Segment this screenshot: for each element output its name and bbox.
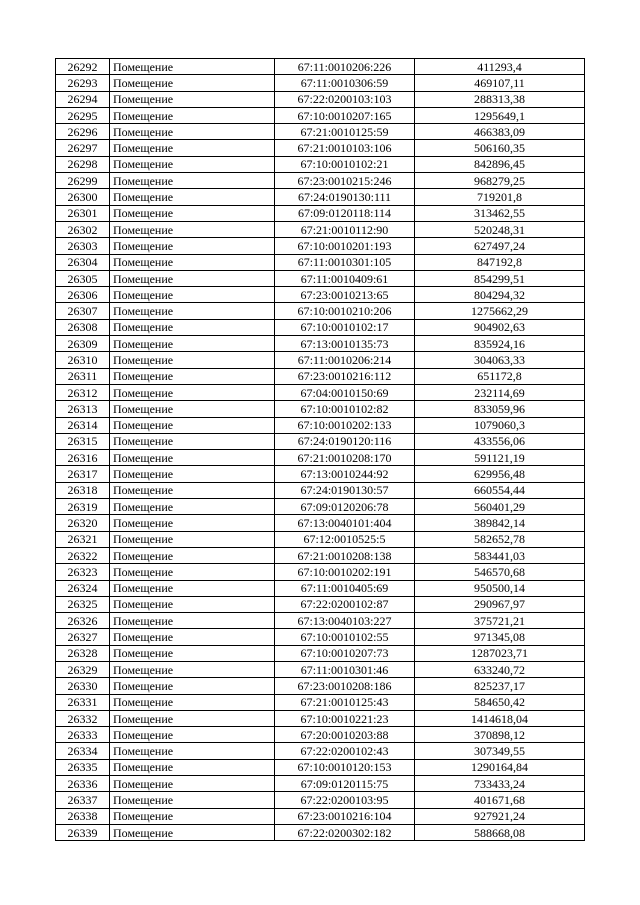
cadastral-value-cell: 804294,32 — [415, 287, 585, 303]
cadastral-value-table — [55, 58, 585, 841]
table-row — [56, 596, 585, 612]
table-row — [56, 727, 585, 743]
cadastral-number-cell: 67:10:0010120:153 — [275, 759, 415, 775]
table-row — [56, 613, 585, 629]
object-type-cell: Помещение — [110, 450, 275, 466]
cadastral-value-cell: 290967,97 — [415, 596, 585, 612]
row-number-cell: 26323 — [56, 564, 110, 580]
cadastral-value-cell: 520248,31 — [415, 221, 585, 237]
object-type-cell: Помещение — [110, 336, 275, 352]
cadastral-number-cell: 67:13:0040101:404 — [275, 515, 415, 531]
cadastral-number-cell: 67:21:0010112:90 — [275, 221, 415, 237]
row-number-cell: 26294 — [56, 91, 110, 107]
table-row — [56, 531, 585, 547]
cadastral-number-cell: 67:22:0200102:43 — [275, 743, 415, 759]
object-type-cell: Помещение — [110, 156, 275, 172]
row-number-cell: 26315 — [56, 433, 110, 449]
row-number-cell: 26332 — [56, 710, 110, 726]
object-type-cell: Помещение — [110, 694, 275, 710]
cadastral-value-cell: 401671,68 — [415, 792, 585, 808]
cadastral-number-cell: 67:13:0040103:227 — [275, 613, 415, 629]
cadastral-value-cell: 629956,48 — [415, 466, 585, 482]
cadastral-number-cell: 67:09:0120118:114 — [275, 205, 415, 221]
table-row — [56, 303, 585, 319]
row-number-cell: 26303 — [56, 238, 110, 254]
cadastral-value-cell: 1295649,1 — [415, 107, 585, 123]
object-type-cell: Помещение — [110, 792, 275, 808]
cadastral-number-cell: 67:24:0190130:57 — [275, 482, 415, 498]
cadastral-number-cell: 67:09:0120206:78 — [275, 499, 415, 515]
row-number-cell: 26299 — [56, 173, 110, 189]
object-type-cell: Помещение — [110, 384, 275, 400]
row-number-cell: 26321 — [56, 531, 110, 547]
table-row — [56, 205, 585, 221]
row-number-cell: 26309 — [56, 336, 110, 352]
cadastral-number-cell: 67:11:0010206:226 — [275, 59, 415, 75]
table-row — [56, 336, 585, 352]
cadastral-value-cell: 411293,4 — [415, 59, 585, 75]
row-number-cell: 26301 — [56, 205, 110, 221]
cadastral-number-cell: 67:09:0120115:75 — [275, 776, 415, 792]
cadastral-value-cell: 307349,55 — [415, 743, 585, 759]
object-type-cell: Помещение — [110, 743, 275, 759]
row-number-cell: 26297 — [56, 140, 110, 156]
table-row — [56, 629, 585, 645]
object-type-cell: Помещение — [110, 221, 275, 237]
cadastral-number-cell: 67:22:0200103:95 — [275, 792, 415, 808]
cadastral-number-cell: 67:23:0010216:104 — [275, 808, 415, 824]
table-row — [56, 743, 585, 759]
cadastral-value-cell: 660554,44 — [415, 482, 585, 498]
row-number-cell: 26295 — [56, 107, 110, 123]
row-number-cell: 26337 — [56, 792, 110, 808]
object-type-cell: Помещение — [110, 824, 275, 840]
object-type-cell: Помещение — [110, 124, 275, 140]
object-type-cell: Помещение — [110, 433, 275, 449]
cadastral-value-cell: 1287023,71 — [415, 645, 585, 661]
cadastral-value-cell: 1079060,3 — [415, 417, 585, 433]
cadastral-value-cell: 588668,08 — [415, 824, 585, 840]
table-row — [56, 368, 585, 384]
object-type-cell: Помещение — [110, 319, 275, 335]
table-row — [56, 482, 585, 498]
table-row — [56, 515, 585, 531]
cadastral-value-cell: 842896,45 — [415, 156, 585, 172]
table-row — [56, 173, 585, 189]
cadastral-value-cell: 546570,68 — [415, 564, 585, 580]
cadastral-number-cell: 67:10:0010102:55 — [275, 629, 415, 645]
table-row — [56, 776, 585, 792]
object-type-cell: Помещение — [110, 238, 275, 254]
table-row — [56, 124, 585, 140]
row-number-cell: 26334 — [56, 743, 110, 759]
cadastral-value-cell: 466383,09 — [415, 124, 585, 140]
object-type-cell: Помещение — [110, 417, 275, 433]
table-row — [56, 156, 585, 172]
table-row — [56, 466, 585, 482]
table-row — [56, 254, 585, 270]
cadastral-number-cell: 67:11:0010301:46 — [275, 661, 415, 677]
cadastral-value-cell: 313462,55 — [415, 205, 585, 221]
row-number-cell: 26325 — [56, 596, 110, 612]
cadastral-number-cell: 67:10:0010102:21 — [275, 156, 415, 172]
cadastral-value-cell: 719201,8 — [415, 189, 585, 205]
cadastral-number-cell: 67:10:0010207:73 — [275, 645, 415, 661]
cadastral-value-cell: 633240,72 — [415, 661, 585, 677]
object-type-cell: Помещение — [110, 368, 275, 384]
cadastral-value-cell: 847192,8 — [415, 254, 585, 270]
object-type-cell: Помещение — [110, 466, 275, 482]
table-row — [56, 75, 585, 91]
table-row — [56, 580, 585, 596]
table-row — [56, 694, 585, 710]
object-type-cell: Помещение — [110, 531, 275, 547]
cadastral-number-cell: 67:10:0010202:191 — [275, 564, 415, 580]
cadastral-number-cell: 67:11:0010206:214 — [275, 352, 415, 368]
cadastral-value-cell: 971345,08 — [415, 629, 585, 645]
row-number-cell: 26326 — [56, 613, 110, 629]
cadastral-value-cell: 835924,16 — [415, 336, 585, 352]
object-type-cell: Помещение — [110, 140, 275, 156]
row-number-cell: 26338 — [56, 808, 110, 824]
row-number-cell: 26320 — [56, 515, 110, 531]
row-number-cell: 26335 — [56, 759, 110, 775]
object-type-cell: Помещение — [110, 645, 275, 661]
cadastral-number-cell: 67:23:0010208:186 — [275, 678, 415, 694]
object-type-cell: Помещение — [110, 205, 275, 221]
cadastral-value-cell: 232114,69 — [415, 384, 585, 400]
cadastral-number-cell: 67:10:0010102:17 — [275, 319, 415, 335]
cadastral-number-cell: 67:11:0010301:105 — [275, 254, 415, 270]
cadastral-value-cell: 591121,19 — [415, 450, 585, 466]
cadastral-value-cell: 560401,29 — [415, 499, 585, 515]
object-type-cell: Помещение — [110, 808, 275, 824]
cadastral-number-cell: 67:10:0010207:165 — [275, 107, 415, 123]
table-row — [56, 107, 585, 123]
object-type-cell: Помещение — [110, 173, 275, 189]
cadastral-value-cell: 1414618,04 — [415, 710, 585, 726]
row-number-cell: 26292 — [56, 59, 110, 75]
row-number-cell: 26322 — [56, 547, 110, 563]
table-row — [56, 759, 585, 775]
object-type-cell: Помещение — [110, 352, 275, 368]
cadastral-number-cell: 67:13:0010135:73 — [275, 336, 415, 352]
row-number-cell: 26319 — [56, 499, 110, 515]
row-number-cell: 26310 — [56, 352, 110, 368]
table-row — [56, 287, 585, 303]
object-type-cell: Помещение — [110, 710, 275, 726]
row-number-cell: 26296 — [56, 124, 110, 140]
row-number-cell: 26327 — [56, 629, 110, 645]
cadastral-value-cell: 582652,78 — [415, 531, 585, 547]
object-type-cell: Помещение — [110, 91, 275, 107]
row-number-cell: 26307 — [56, 303, 110, 319]
cadastral-number-cell: 67:24:0190120:116 — [275, 433, 415, 449]
row-number-cell: 26308 — [56, 319, 110, 335]
object-type-cell: Помещение — [110, 629, 275, 645]
cadastral-number-cell: 67:22:0200302:182 — [275, 824, 415, 840]
cadastral-value-cell: 927921,24 — [415, 808, 585, 824]
table-row — [56, 91, 585, 107]
cadastral-value-cell: 433556,06 — [415, 433, 585, 449]
object-type-cell: Помещение — [110, 776, 275, 792]
table-row — [56, 140, 585, 156]
object-type-cell: Помещение — [110, 59, 275, 75]
row-number-cell: 26298 — [56, 156, 110, 172]
table-row — [56, 808, 585, 824]
object-type-cell: Помещение — [110, 303, 275, 319]
cadastral-number-cell: 67:10:0010102:82 — [275, 401, 415, 417]
cadastral-number-cell: 67:12:0010525:5 — [275, 531, 415, 547]
cadastral-number-cell: 67:23:0010216:112 — [275, 368, 415, 384]
table-body — [56, 59, 585, 841]
object-type-cell: Помещение — [110, 547, 275, 563]
cadastral-number-cell: 67:10:0010210:206 — [275, 303, 415, 319]
object-type-cell: Помещение — [110, 678, 275, 694]
object-type-cell: Помещение — [110, 515, 275, 531]
cadastral-value-cell: 375721,21 — [415, 613, 585, 629]
row-number-cell: 26302 — [56, 221, 110, 237]
table-row — [56, 352, 585, 368]
cadastral-number-cell: 67:21:0010208:170 — [275, 450, 415, 466]
cadastral-number-cell: 67:10:0010201:193 — [275, 238, 415, 254]
cadastral-value-cell: 1290164,84 — [415, 759, 585, 775]
row-number-cell: 26339 — [56, 824, 110, 840]
object-type-cell: Помещение — [110, 759, 275, 775]
cadastral-number-cell: 67:21:0010208:138 — [275, 547, 415, 563]
cadastral-number-cell: 67:21:0010103:106 — [275, 140, 415, 156]
cadastral-value-cell: 304063,33 — [415, 352, 585, 368]
table-row — [56, 792, 585, 808]
cadastral-value-cell: 469107,11 — [415, 75, 585, 91]
object-type-cell: Помещение — [110, 499, 275, 515]
table-row — [56, 678, 585, 694]
row-number-cell: 26306 — [56, 287, 110, 303]
table-row — [56, 189, 585, 205]
row-number-cell: 26317 — [56, 466, 110, 482]
table-row — [56, 824, 585, 840]
row-number-cell: 26316 — [56, 450, 110, 466]
object-type-cell: Помещение — [110, 401, 275, 417]
table-row — [56, 433, 585, 449]
object-type-cell: Помещение — [110, 661, 275, 677]
row-number-cell: 26331 — [56, 694, 110, 710]
cadastral-value-cell: 854299,51 — [415, 270, 585, 286]
cadastral-value-cell: 904902,63 — [415, 319, 585, 335]
row-number-cell: 26311 — [56, 368, 110, 384]
object-type-cell: Помещение — [110, 564, 275, 580]
row-number-cell: 26314 — [56, 417, 110, 433]
row-number-cell: 26329 — [56, 661, 110, 677]
object-type-cell: Помещение — [110, 727, 275, 743]
cadastral-number-cell: 67:22:0200103:103 — [275, 91, 415, 107]
object-type-cell: Помещение — [110, 596, 275, 612]
cadastral-value-cell: 825237,17 — [415, 678, 585, 694]
object-type-cell: Помещение — [110, 75, 275, 91]
table-row — [56, 499, 585, 515]
cadastral-number-cell: 67:10:0010202:133 — [275, 417, 415, 433]
row-number-cell: 26336 — [56, 776, 110, 792]
cadastral-number-cell: 67:11:0010409:61 — [275, 270, 415, 286]
table-row — [56, 547, 585, 563]
row-number-cell: 26318 — [56, 482, 110, 498]
table-row — [56, 59, 585, 75]
table-row — [56, 645, 585, 661]
cadastral-value-cell: 651172,8 — [415, 368, 585, 384]
object-type-cell: Помещение — [110, 270, 275, 286]
table-row — [56, 319, 585, 335]
cadastral-number-cell: 67:24:0190130:111 — [275, 189, 415, 205]
cadastral-value-cell: 950500,14 — [415, 580, 585, 596]
cadastral-number-cell: 67:22:0200102:87 — [275, 596, 415, 612]
row-number-cell: 26305 — [56, 270, 110, 286]
cadastral-value-cell: 584650,42 — [415, 694, 585, 710]
object-type-cell: Помещение — [110, 287, 275, 303]
cadastral-value-cell: 288313,38 — [415, 91, 585, 107]
cadastral-number-cell: 67:11:0010306:59 — [275, 75, 415, 91]
cadastral-number-cell: 67:04:0010150:69 — [275, 384, 415, 400]
table-row — [56, 710, 585, 726]
object-type-cell: Помещение — [110, 482, 275, 498]
table-row — [56, 401, 585, 417]
row-number-cell: 26333 — [56, 727, 110, 743]
table-row — [56, 564, 585, 580]
row-number-cell: 26330 — [56, 678, 110, 694]
cadastral-value-cell: 627497,24 — [415, 238, 585, 254]
cadastral-number-cell: 67:20:0010203:88 — [275, 727, 415, 743]
cadastral-number-cell: 67:23:0010215:246 — [275, 173, 415, 189]
cadastral-number-cell: 67:10:0010221:23 — [275, 710, 415, 726]
table-row — [56, 238, 585, 254]
row-number-cell: 26293 — [56, 75, 110, 91]
row-number-cell: 26313 — [56, 401, 110, 417]
row-number-cell: 26304 — [56, 254, 110, 270]
cadastral-number-cell: 67:13:0010244:92 — [275, 466, 415, 482]
cadastral-number-cell: 67:11:0010405:69 — [275, 580, 415, 596]
row-number-cell: 26300 — [56, 189, 110, 205]
row-number-cell: 26328 — [56, 645, 110, 661]
table-row — [56, 661, 585, 677]
table-row — [56, 221, 585, 237]
cadastral-number-cell: 67:21:0010125:43 — [275, 694, 415, 710]
cadastral-value-cell: 389842,14 — [415, 515, 585, 531]
row-number-cell: 26324 — [56, 580, 110, 596]
table-row — [56, 270, 585, 286]
table-row — [56, 384, 585, 400]
cadastral-number-cell: 67:23:0010213:65 — [275, 287, 415, 303]
cadastral-value-cell: 506160,35 — [415, 140, 585, 156]
cadastral-value-cell: 370898,12 — [415, 727, 585, 743]
cadastral-value-cell: 1275662,29 — [415, 303, 585, 319]
table-row — [56, 450, 585, 466]
object-type-cell: Помещение — [110, 580, 275, 596]
cadastral-value-cell: 968279,25 — [415, 173, 585, 189]
cadastral-number-cell: 67:21:0010125:59 — [275, 124, 415, 140]
object-type-cell: Помещение — [110, 254, 275, 270]
cadastral-value-cell: 733433,24 — [415, 776, 585, 792]
cadastral-value-cell: 833059,96 — [415, 401, 585, 417]
object-type-cell: Помещение — [110, 189, 275, 205]
table-row — [56, 417, 585, 433]
cadastral-value-cell: 583441,03 — [415, 547, 585, 563]
object-type-cell: Помещение — [110, 613, 275, 629]
object-type-cell: Помещение — [110, 107, 275, 123]
row-number-cell: 26312 — [56, 384, 110, 400]
